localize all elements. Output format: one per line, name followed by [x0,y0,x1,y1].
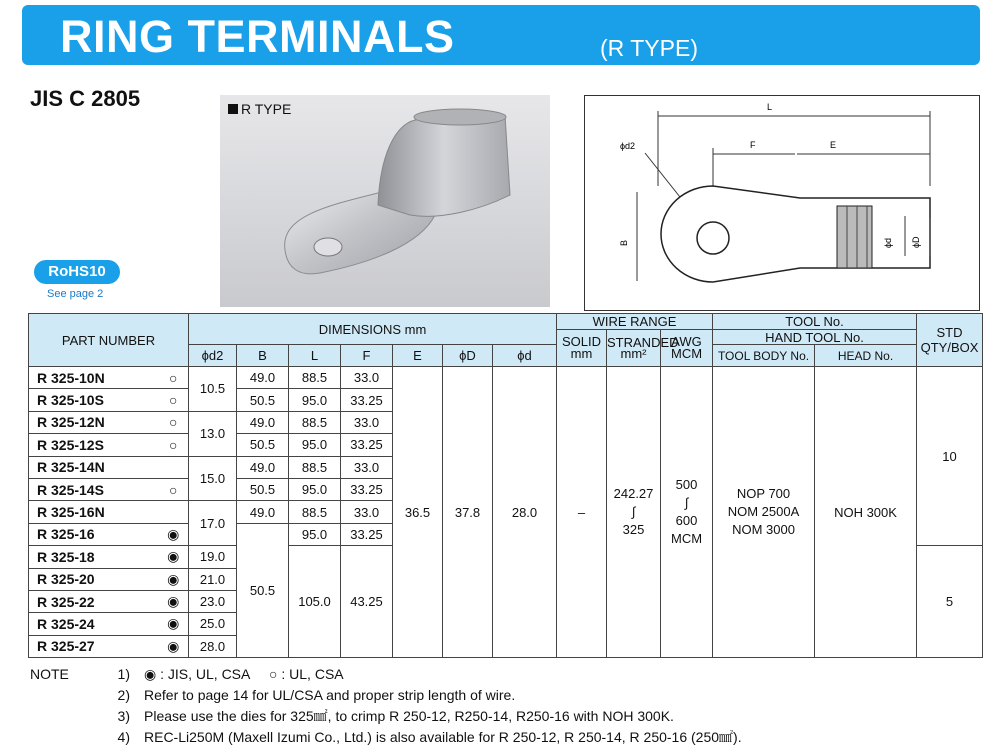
cell-L-large: 105.0 [289,546,341,658]
header-std-qty [917,314,983,367]
cert-mark: ○ [159,367,189,389]
cert-mark: ○ [159,478,189,500]
dim-B-label: B [619,239,629,246]
cell-L: 95.0 [289,434,341,456]
cert-mark: ◉ [159,568,189,590]
cert-mark [159,456,189,478]
dim-d2-label: ϕd2 [620,141,636,151]
cell-L: 88.5 [289,367,341,389]
cert-mark [159,501,189,523]
header-E: E [393,345,443,367]
cell-d: 28.0 [493,367,557,658]
header-stranded [607,330,679,367]
cert-mark: ◉ [159,613,189,635]
header-solid-unit: mm [570,346,593,361]
rohs-badge: RoHS10 [34,260,120,284]
cell-F-large: 43.25 [341,546,393,658]
cell-F: 33.25 [341,523,393,545]
cert-mark: ○ [159,389,189,411]
cell-E: 36.5 [393,367,443,658]
cell-tool-body [713,367,815,658]
header-wire-range: WIRE RANGE [557,314,713,330]
ring-terminal-image [220,95,550,307]
part-number: R 325-22 [29,590,159,612]
standard-label: JIS C 2805 [30,86,141,111]
cert-mark: ◉ [159,635,189,657]
awg-top: 500 [675,477,698,493]
header-B: B [237,345,289,367]
see-page-link[interactable]: See page 2 [47,288,104,300]
notes-section [30,664,742,748]
cell-d2: 28.0 [189,635,237,657]
cell-B-large: 50.5 [237,523,289,657]
cell-awg [661,367,713,658]
part-number: R 325-10S [29,389,159,411]
part-number: R 325-12N [29,411,159,433]
part-number: R 325-14N [29,456,159,478]
header-D: ϕD [443,345,493,367]
header-d: ϕd [493,345,557,367]
header-d2: ϕd2 [189,345,237,367]
cert-mark: ○ [159,434,189,456]
cell-L: 88.5 [289,411,341,433]
cell-L: 95.0 [289,478,341,500]
dimension-diagram [584,95,980,311]
header-tool-no: TOOL No. [713,314,917,330]
dim-L-label: L [767,102,773,112]
cell-stranded [607,367,661,658]
awg-mid: ∫ [684,495,689,511]
cell-d2: 15.0 [189,456,237,501]
cell-B: 50.5 [237,434,289,456]
tool-body-3: NOM 3000 [732,522,795,538]
note-number: 3) [117,708,130,724]
dim-d-label: ϕd [883,237,893,248]
stranded-mid: ∫ [631,504,636,520]
note-text: Refer to page 14 for UL/CSA and proper strip length of wire. [144,687,516,703]
cell-d2: 19.0 [189,546,237,568]
cell-F: 33.25 [341,389,393,411]
part-number: R 325-12S [29,434,159,456]
cell-B: 50.5 [237,478,289,500]
part-number: R 325-20 [29,568,159,590]
spec-table [28,313,983,658]
cell-F: 33.0 [341,411,393,433]
cell-L: 88.5 [289,501,341,523]
part-number: R 325-14S [29,478,159,500]
header-F: F [341,345,393,367]
cert-mark: ◉ [159,523,189,545]
title-banner [22,5,980,65]
note-text: ◉ : JIS, UL, CSA ○ : UL, CSA [144,666,344,682]
cell-solid: – [557,367,607,658]
cert-mark: ◉ [159,546,189,568]
stranded-top: 242.27 [613,486,654,502]
part-number: R 325-24 [29,613,159,635]
header-L: L [289,345,341,367]
cell-d2: 21.0 [189,568,237,590]
cell-B: 50.5 [237,389,289,411]
header-stranded-label: STRANDED [607,335,679,350]
awg-unit: MCM [670,531,703,547]
note-item [30,727,742,748]
cell-qty-top: 10 [917,367,983,546]
product-photo [220,95,550,307]
tool-body-2: NOM 2500A [727,504,800,520]
cell-F: 33.25 [341,434,393,456]
cell-d2: 25.0 [189,613,237,635]
note-text: Please use the dies for 325㎟, to crimp R 250-12, R250-14, R250-16 with NOH 300K. [144,708,674,724]
header-tool-body: TOOL BODY No. [713,345,815,367]
table-row [29,367,983,389]
cell-B: 49.0 [237,411,289,433]
cert-mark: ○ [159,411,189,433]
part-number: R 325-18 [29,546,159,568]
cell-F: 33.25 [341,478,393,500]
cell-qty-bottom: 5 [917,546,983,658]
cell-d2: 17.0 [189,501,237,546]
cell-L: 88.5 [289,456,341,478]
cell-B: 49.0 [237,501,289,523]
part-number: R 325-16 [29,523,159,545]
header-awg-label: AWG [671,334,702,349]
header-part-number: PART NUMBER [29,314,189,367]
part-number: R 325-16N [29,501,159,523]
stranded-bot: 325 [622,522,645,538]
cell-L: 95.0 [289,389,341,411]
cert-mark: ◉ [159,590,189,612]
dim-E-label: E [830,140,837,150]
header-hand-tool: HAND TOOL No. [713,330,917,345]
dim-D-label: ϕD [911,236,921,248]
note-header: NOTE [30,666,69,682]
tool-body-1: NOP 700 [736,486,791,502]
header-qty-box: QTY/BOX [920,340,979,355]
cell-B: 49.0 [237,456,289,478]
header-std: STD [936,325,963,340]
note-number: 2) [117,687,130,703]
header-head: HEAD No. [815,345,917,367]
header-solid [557,330,607,367]
cell-head: NOH 300K [815,367,917,658]
header-dimensions: DIMENSIONS mm [189,314,557,345]
part-number: R 325-27 [29,635,159,657]
note-number: 4) [117,729,130,745]
cell-L: 95.0 [289,523,341,545]
note-number: 1) [117,666,130,682]
note-item [30,706,742,727]
part-number: R 325-10N [29,367,159,389]
awg-bot: 600 [675,513,698,529]
header-solid-label: SOLID [562,334,602,349]
note-item [30,664,742,685]
cell-d2: 13.0 [189,411,237,456]
cell-D: 37.8 [443,367,493,658]
cell-d2: 23.0 [189,590,237,612]
cell-F: 33.0 [341,367,393,389]
page-title: RING TERMINALS [60,11,455,62]
header-stranded-unit: mm² [620,346,647,361]
photo-label-text: R TYPE [241,101,292,117]
cell-B: 49.0 [237,367,289,389]
cell-F: 33.0 [341,501,393,523]
note-text: REC-Li250M (Maxell Izumi Co., Ltd.) is also available for R 250-12, R 250-14, R 250-16 (250㎟). [144,729,742,745]
header-awg-unit: MCM [670,346,703,361]
page-subtitle: (R TYPE) [600,35,698,61]
dimension-drawing [585,96,979,310]
note-item [30,685,742,706]
dim-F-label: F [750,140,756,150]
cell-F: 33.0 [341,456,393,478]
cell-d2: 10.5 [189,367,237,412]
